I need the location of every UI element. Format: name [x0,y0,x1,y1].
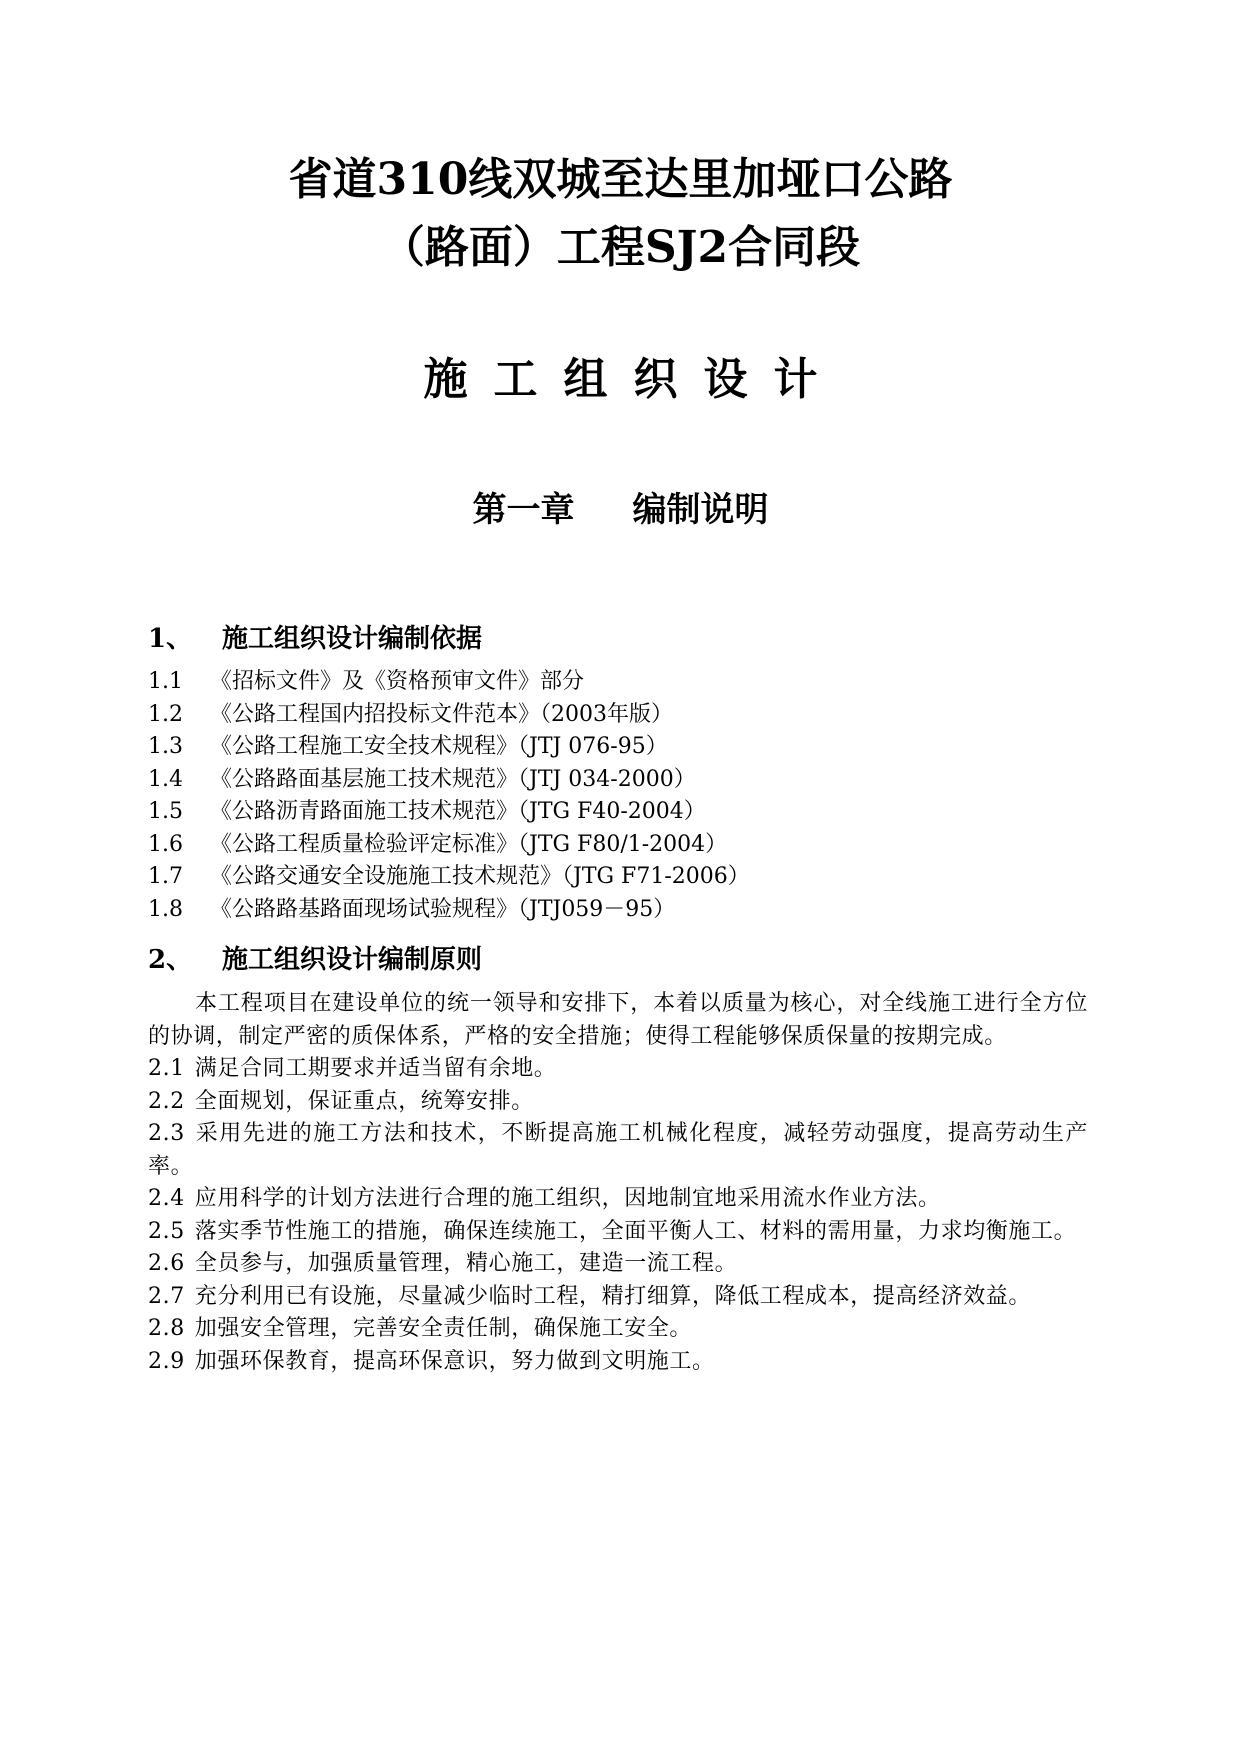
item-number: 1.8 [148,896,183,922]
chapter-name: 编制说明 [632,490,769,530]
item-number: 2.1 [148,1056,185,1081]
item-text: 加强环保教育，提高环保意识，努力做到文明施工。 [194,1348,715,1374]
item-number: 2.3 [148,1121,185,1146]
item-text: 满足合同工期要求并适当留有余地。 [194,1056,557,1081]
list-item [148,699,750,732]
item-text: 应用科学的计划方法进行合理的施工组织，因地制宜地采用流水作业方法。 [194,1186,941,1211]
item-number: 2.9 [148,1348,185,1374]
item-number: 2.5 [148,1218,185,1244]
item-number: 2.6 [148,1251,185,1276]
document-title-line-2: （路面）工程SJ2合同段 [380,222,861,273]
item-text: 《公路工程施工安全技术规程》（JTJ 076-95） [210,734,668,759]
intro-paragraph: 本工程项目在建设单位的统一领导和安排下，本着以质量为核心，对全线施工进行全方位的协调，制定严密的质保体系，严格的安全措施；使得工程能够保质保量的按期完成。 [148,991,1088,1049]
section-title: 施工组织设计编制原则 [222,945,483,975]
section-number: 1、 [148,624,193,654]
item-text: 《公路路面基层施工技术规范》（JTJ 034-2000） [210,766,696,792]
list-item [148,1346,1088,1379]
item-number: 1.1 [148,669,183,694]
list-item [148,666,750,699]
section-title: 施工组织设计编制依据 [222,624,483,654]
section-number: 2、 [148,945,193,975]
list-item [148,1281,1088,1314]
list-item [148,731,750,764]
item-text: 《公路工程国内招投标文件范本》（2003年版） [210,701,673,727]
list-item [148,1053,1088,1086]
item-number: 1.3 [148,734,183,759]
item-text: 《公路路基路面现场试验规程》（JTJ059－95） [210,896,676,922]
chapter-heading [0,488,1241,532]
list-item [148,764,750,797]
item-number: 1.5 [148,799,183,824]
item-text: 全面规划，保证重点，统筹安排。 [194,1088,534,1114]
list-item [148,1313,1088,1346]
item-text: 《公路工程质量检验评定标准》（JTG F80/1-2004） [210,831,728,857]
document-title-line-1: 省道310线双城至达里加垭口公路 [288,154,953,205]
item-number: 1.6 [148,831,183,857]
item-text: 《公路交通安全设施施工技术规范》（JTG F71-2006） [210,864,750,889]
item-number: 1.7 [148,864,183,889]
principles-block [148,988,1088,1378]
list-item [148,1216,1088,1249]
list-item [148,861,750,894]
list-item [148,1183,1088,1216]
item-number: 2.7 [148,1283,185,1309]
item-number: 2.2 [148,1088,185,1114]
list-item [148,894,750,927]
item-text: 落实季节性施工的措施，确保连续施工，全面平衡人工、材料的需用量，力求均衡施工。 [194,1218,1077,1244]
item-text: 采用先进的施工方法和技术，不断提高施工机械化程度，减轻劳动强度，提高劳动生产率。 [148,1121,1088,1179]
item-number: 2.4 [148,1186,185,1211]
section-heading-1 [148,622,482,656]
main-heading: 施工组织设计 [423,354,844,405]
item-text: 全员参与，加强质量管理，精心施工，建造一流工程。 [194,1251,738,1276]
list-item [148,1086,1088,1119]
item-text: 《公路沥青路面施工技术规范》（JTG F40-2004） [210,799,706,824]
item-number: 1.2 [148,701,183,727]
item-number: 2.8 [148,1316,185,1341]
item-number: 1.4 [148,766,183,792]
list-item [148,829,750,862]
item-text: 《招标文件》及《资格预审文件》部分 [210,669,585,694]
item-text: 加强安全管理，完善安全责任制，确保施工安全。 [194,1316,692,1341]
list-item [148,796,750,829]
item-text: 充分利用已有设施，尽量减少临时工程，精打细算，降低工程成本，提高经济效益。 [194,1283,1031,1309]
chapter-label: 第一章 [472,490,575,530]
reference-list [148,666,750,926]
list-item [148,1118,1088,1183]
section-heading-2 [148,943,482,977]
list-item [148,1248,1088,1281]
